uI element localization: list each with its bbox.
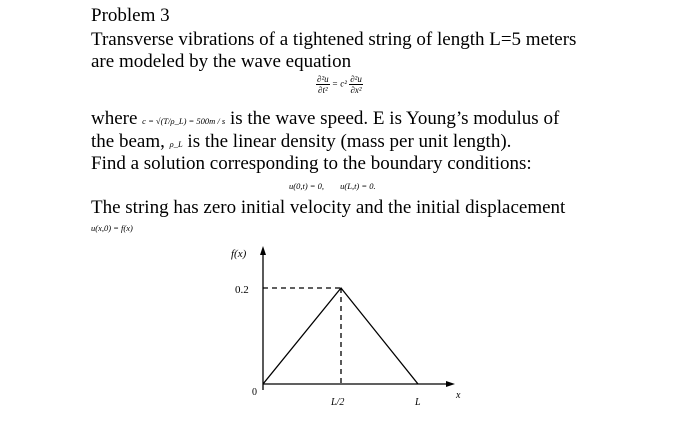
rhs-numerator: ∂²u [350, 74, 362, 84]
where-prefix: where [91, 108, 138, 129]
lhs-denominator: ∂t² [318, 85, 328, 95]
find-line: Find a solution corresponding to the boundary conditions: [91, 153, 532, 174]
origin-label: 0 [252, 387, 257, 398]
problem-title: Problem 3 [91, 5, 170, 26]
x-axis-arrow [446, 381, 455, 387]
y-axis-arrow [260, 246, 266, 255]
rhs-denominator: ∂x² [350, 85, 362, 95]
x-tick-mid-label: L/2 [331, 397, 345, 408]
where-suffix: is the wave speed. E is Young’s modulus of [229, 108, 560, 129]
y-axis-label: f(x) [231, 248, 247, 260]
beam-suffix: is the linear density (mass per unit length). [187, 131, 512, 152]
x-tick-end-label: L [415, 397, 421, 408]
initial-line: The string has zero initial velocity and the initial displacement [91, 197, 566, 218]
density-symbol: ρ_L [169, 139, 183, 149]
beam-prefix: the beam, [91, 131, 165, 152]
boundary-condition-left: u(0,t) = 0, [289, 181, 325, 191]
boundary-condition-right: u(L,t) = 0. [340, 181, 376, 191]
speed-formula: c = √(T/ρ_L) = 500m / s [142, 116, 226, 126]
x-axis-label: x [456, 390, 461, 401]
intro-line-1: Transverse vibrations of a tightened string of length L=5 meters [91, 29, 577, 50]
initial-condition: u(x,0) = f(x) [91, 223, 133, 233]
intro-line-2: are modeled by the wave equation [91, 51, 352, 72]
equation-middle: = c² [331, 78, 347, 89]
y-tick-label: 0.2 [235, 284, 249, 296]
lhs-numerator: ∂²u [317, 74, 329, 84]
